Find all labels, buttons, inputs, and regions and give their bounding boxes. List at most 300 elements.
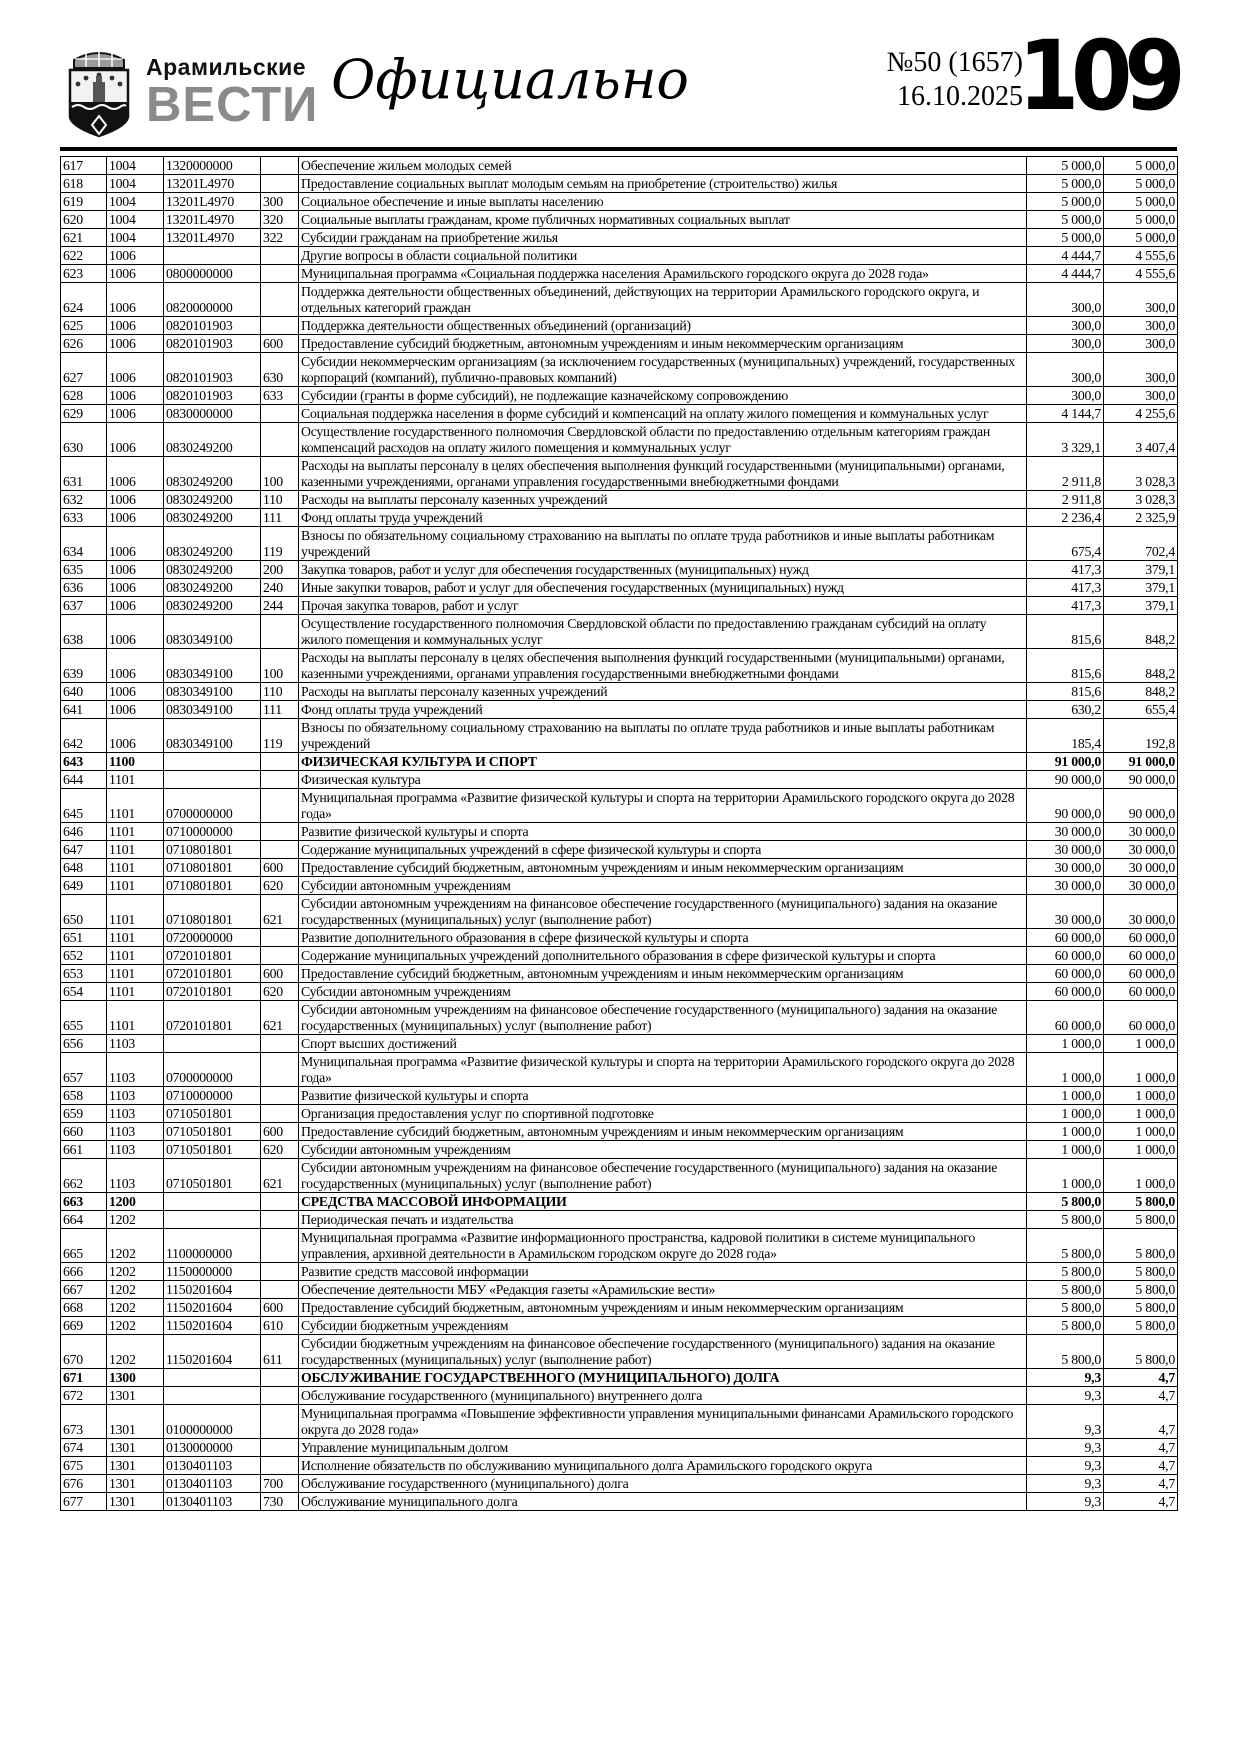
amount-col2-cell: 90 000,0 bbox=[1104, 771, 1178, 789]
amount-col1-cell: 30 000,0 bbox=[1027, 895, 1104, 929]
amount-col1-cell: 60 000,0 bbox=[1027, 965, 1104, 983]
expense-type-cell bbox=[261, 1087, 299, 1105]
table-row bbox=[61, 1087, 1178, 1105]
expense-name-cell: Взносы по обязательному социальному страхованию на выплаты по оплате труда работников и иные выплаты работникам учреждений bbox=[299, 719, 1027, 753]
amount-col2-cell: 702,4 bbox=[1104, 527, 1178, 561]
expense-name-cell: Предоставление субсидий бюджетным, автономным учреждениям и иным некоммерческим организациям bbox=[299, 1299, 1027, 1317]
table-row bbox=[61, 649, 1178, 683]
target-article-cell: 0130000000 bbox=[164, 1439, 261, 1457]
expense-name-cell: Муниципальная программа «Повышение эффективности управления муниципальными финансами Арамильского городского округа до 2028 года» bbox=[299, 1405, 1027, 1439]
table-row bbox=[61, 823, 1178, 841]
expense-name-cell: Содержание муниципальных учреждений дополнительного образования в сфере физической культуры и спорта bbox=[299, 947, 1027, 965]
expense-type-cell: 240 bbox=[261, 579, 299, 597]
target-article-cell: 1150201604 bbox=[164, 1299, 261, 1317]
issue-info bbox=[887, 46, 1023, 113]
table-row bbox=[61, 1387, 1178, 1405]
expense-type-cell bbox=[261, 771, 299, 789]
amount-col1-cell: 9,3 bbox=[1027, 1369, 1104, 1387]
section-code-cell: 1006 bbox=[107, 509, 164, 527]
table-row bbox=[61, 1035, 1178, 1053]
table-row bbox=[61, 211, 1178, 229]
table-row bbox=[61, 229, 1178, 247]
amount-col2-cell: 1 000,0 bbox=[1104, 1053, 1178, 1087]
page-number: 109 bbox=[1017, 20, 1177, 132]
row-number-cell: 647 bbox=[61, 841, 107, 859]
amount-col2-cell: 5 000,0 bbox=[1104, 211, 1178, 229]
section-title: Официально bbox=[331, 48, 689, 111]
table-row bbox=[61, 579, 1178, 597]
expense-type-cell: 621 bbox=[261, 895, 299, 929]
amount-col1-cell: 2 911,8 bbox=[1027, 457, 1104, 491]
target-article-cell: 0710501801 bbox=[164, 1159, 261, 1193]
expense-type-cell bbox=[261, 283, 299, 317]
target-article-cell: 0830249200 bbox=[164, 527, 261, 561]
section-code-cell: 1006 bbox=[107, 579, 164, 597]
table-row bbox=[61, 719, 1178, 753]
amount-col1-cell: 1 000,0 bbox=[1027, 1105, 1104, 1123]
amount-col1-cell: 5 000,0 bbox=[1027, 157, 1104, 175]
expense-name-cell: Субсидии бюджетным учреждениям bbox=[299, 1317, 1027, 1335]
table-row bbox=[61, 1229, 1178, 1263]
target-article-cell: 1150201604 bbox=[164, 1335, 261, 1369]
expense-type-cell: 600 bbox=[261, 859, 299, 877]
target-article-cell: 0710501801 bbox=[164, 1123, 261, 1141]
amount-col2-cell: 5 800,0 bbox=[1104, 1263, 1178, 1281]
amount-col2-cell: 5 800,0 bbox=[1104, 1281, 1178, 1299]
table-row bbox=[61, 859, 1178, 877]
amount-col1-cell: 5 800,0 bbox=[1027, 1335, 1104, 1369]
target-article-cell bbox=[164, 1035, 261, 1053]
target-article-cell: 13201L4970 bbox=[164, 229, 261, 247]
target-article-cell: 13201L4970 bbox=[164, 175, 261, 193]
section-code-cell: 1006 bbox=[107, 701, 164, 719]
amount-col1-cell: 5 000,0 bbox=[1027, 229, 1104, 247]
expense-type-cell bbox=[261, 1263, 299, 1281]
target-article-cell: 0710801801 bbox=[164, 877, 261, 895]
expense-name-cell: Осуществление государственного полномочия Свердловской области по предоставлению гражданам субсидий на оплату жилого помещения и коммунальных услуг bbox=[299, 615, 1027, 649]
expense-type-cell bbox=[261, 947, 299, 965]
expense-name-cell: Поддержка деятельности общественных объединений (организаций) bbox=[299, 317, 1027, 335]
section-code-cell: 1004 bbox=[107, 175, 164, 193]
table-row bbox=[61, 1493, 1178, 1511]
amount-col2-cell: 5 000,0 bbox=[1104, 229, 1178, 247]
amount-col2-cell: 4 555,6 bbox=[1104, 247, 1178, 265]
table-row bbox=[61, 771, 1178, 789]
table-row bbox=[61, 457, 1178, 491]
expense-name-cell: Муниципальная программа «Социальная поддержка населения Арамильского городского округа до 2028 года» bbox=[299, 265, 1027, 283]
expense-type-cell bbox=[261, 1035, 299, 1053]
row-number-cell: 656 bbox=[61, 1035, 107, 1053]
expense-name-cell: Обслуживание муниципального долга bbox=[299, 1493, 1027, 1511]
amount-col1-cell: 815,6 bbox=[1027, 683, 1104, 701]
expense-name-cell: Спорт высших достижений bbox=[299, 1035, 1027, 1053]
row-number-cell: 672 bbox=[61, 1387, 107, 1405]
target-article-cell: 0830249200 bbox=[164, 509, 261, 527]
table-row bbox=[61, 683, 1178, 701]
amount-col1-cell: 417,3 bbox=[1027, 579, 1104, 597]
amount-col1-cell: 9,3 bbox=[1027, 1457, 1104, 1475]
amount-col2-cell: 3 028,3 bbox=[1104, 491, 1178, 509]
table-row bbox=[61, 1193, 1178, 1211]
table-row bbox=[61, 157, 1178, 175]
amount-col2-cell: 848,2 bbox=[1104, 683, 1178, 701]
expense-name-cell: Субсидии автономным учреждениям на финансовое обеспечение государственного (муниципального) задания на оказание государственных (муниципальных) услуг (выполнение работ) bbox=[299, 1159, 1027, 1193]
expense-type-cell bbox=[261, 247, 299, 265]
table-row bbox=[61, 527, 1178, 561]
table-row bbox=[61, 1141, 1178, 1159]
amount-col2-cell: 1 000,0 bbox=[1104, 1035, 1178, 1053]
expense-name-cell: Муниципальная программа «Развитие физической культуры и спорта на территории Арамильского городского округа до 2028 года» bbox=[299, 789, 1027, 823]
expense-type-cell: 621 bbox=[261, 1001, 299, 1035]
amount-col2-cell: 4,7 bbox=[1104, 1405, 1178, 1439]
expense-name-cell: Предоставление социальных выплат молодым семьям на приобретение (строительство) жилья bbox=[299, 175, 1027, 193]
section-code-cell: 1004 bbox=[107, 229, 164, 247]
amount-col1-cell: 5 000,0 bbox=[1027, 211, 1104, 229]
target-article-cell: 0830249200 bbox=[164, 457, 261, 491]
amount-col2-cell: 60 000,0 bbox=[1104, 965, 1178, 983]
target-article-cell: 1320000000 bbox=[164, 157, 261, 175]
target-article-cell: 0830349100 bbox=[164, 719, 261, 753]
amount-col1-cell: 5 800,0 bbox=[1027, 1317, 1104, 1335]
table-row bbox=[61, 1405, 1178, 1439]
amount-col2-cell: 2 325,9 bbox=[1104, 509, 1178, 527]
expense-type-cell bbox=[261, 265, 299, 283]
section-code-cell: 1006 bbox=[107, 423, 164, 457]
expense-name-cell: Физическая культура bbox=[299, 771, 1027, 789]
table-row bbox=[61, 1457, 1178, 1475]
amount-col2-cell: 30 000,0 bbox=[1104, 823, 1178, 841]
expense-name-cell: Фонд оплаты труда учреждений bbox=[299, 701, 1027, 719]
row-number-cell: 645 bbox=[61, 789, 107, 823]
row-number-cell: 621 bbox=[61, 229, 107, 247]
target-article-cell: 0720101801 bbox=[164, 965, 261, 983]
expense-type-cell bbox=[261, 1439, 299, 1457]
amount-col1-cell: 60 000,0 bbox=[1027, 983, 1104, 1001]
expense-type-cell: 100 bbox=[261, 649, 299, 683]
expense-type-cell: 621 bbox=[261, 1159, 299, 1193]
section-code-cell: 1006 bbox=[107, 649, 164, 683]
expense-type-cell bbox=[261, 929, 299, 947]
expense-type-cell bbox=[261, 405, 299, 423]
expense-name-cell: Организация предоставления услуг по спортивной подготовке bbox=[299, 1105, 1027, 1123]
row-number-cell: 675 bbox=[61, 1457, 107, 1475]
expense-name-cell: Расходы на выплаты персоналу казенных учреждений bbox=[299, 491, 1027, 509]
section-code-cell: 1006 bbox=[107, 387, 164, 405]
page-header bbox=[0, 0, 1241, 146]
row-number-cell: 636 bbox=[61, 579, 107, 597]
amount-col2-cell: 30 000,0 bbox=[1104, 859, 1178, 877]
amount-col2-cell: 5 800,0 bbox=[1104, 1335, 1178, 1369]
amount-col2-cell: 4,7 bbox=[1104, 1387, 1178, 1405]
table-row bbox=[61, 753, 1178, 771]
section-code-cell: 1101 bbox=[107, 859, 164, 877]
amount-col1-cell: 1 000,0 bbox=[1027, 1159, 1104, 1193]
section-code-cell: 1006 bbox=[107, 683, 164, 701]
expense-name-cell: Развитие физической культуры и спорта bbox=[299, 823, 1027, 841]
row-number-cell: 667 bbox=[61, 1281, 107, 1299]
table-row bbox=[61, 1369, 1178, 1387]
amount-col1-cell: 185,4 bbox=[1027, 719, 1104, 753]
row-number-cell: 632 bbox=[61, 491, 107, 509]
section-code-cell: 1101 bbox=[107, 771, 164, 789]
section-code-cell: 1103 bbox=[107, 1141, 164, 1159]
amount-col1-cell: 9,3 bbox=[1027, 1493, 1104, 1511]
row-number-cell: 642 bbox=[61, 719, 107, 753]
amount-col1-cell: 1 000,0 bbox=[1027, 1053, 1104, 1087]
amount-col1-cell: 60 000,0 bbox=[1027, 947, 1104, 965]
expense-name-cell: Субсидии (гранты в форме субсидий), не подлежащие казначейскому сопровождению bbox=[299, 387, 1027, 405]
expense-type-cell: 620 bbox=[261, 877, 299, 895]
expense-type-cell: 611 bbox=[261, 1335, 299, 1369]
expense-name-cell: Субсидии автономным учреждениям bbox=[299, 877, 1027, 895]
expense-type-cell: 322 bbox=[261, 229, 299, 247]
brand-name-top: Арамильские bbox=[146, 54, 307, 80]
expense-name-cell: Обслуживание государственного (муниципального) долга bbox=[299, 1475, 1027, 1493]
section-code-cell: 1202 bbox=[107, 1281, 164, 1299]
target-article-cell: 0130401103 bbox=[164, 1475, 261, 1493]
table-row bbox=[61, 423, 1178, 457]
amount-col1-cell: 5 800,0 bbox=[1027, 1229, 1104, 1263]
target-article-cell: 0710000000 bbox=[164, 1087, 261, 1105]
expense-type-cell: 600 bbox=[261, 1299, 299, 1317]
expense-type-cell bbox=[261, 615, 299, 649]
expense-type-cell: 244 bbox=[261, 597, 299, 615]
table-row bbox=[61, 841, 1178, 859]
row-number-cell: 623 bbox=[61, 265, 107, 283]
expense-name-cell: Социальное обеспечение и иные выплаты населению bbox=[299, 193, 1027, 211]
expense-type-cell bbox=[261, 157, 299, 175]
target-article-cell bbox=[164, 1193, 261, 1211]
amount-col1-cell: 30 000,0 bbox=[1027, 823, 1104, 841]
amount-col1-cell: 90 000,0 bbox=[1027, 771, 1104, 789]
expense-name-cell: Предоставление субсидий бюджетным, автономным учреждениям и иным некоммерческим организациям bbox=[299, 1123, 1027, 1141]
target-article-cell: 0710000000 bbox=[164, 823, 261, 841]
row-number-cell: 624 bbox=[61, 283, 107, 317]
target-article-cell: 0130401103 bbox=[164, 1493, 261, 1511]
row-number-cell: 660 bbox=[61, 1123, 107, 1141]
row-number-cell: 639 bbox=[61, 649, 107, 683]
section-code-cell: 1006 bbox=[107, 405, 164, 423]
expense-type-cell: 119 bbox=[261, 719, 299, 753]
expense-name-cell: Субсидии некоммерческим организациям (за исключением государственных (муниципальных) учреждений, государственных корпораций (компаний), публично-правовых компаний) bbox=[299, 353, 1027, 387]
expense-type-cell: 730 bbox=[261, 1493, 299, 1511]
section-code-cell: 1103 bbox=[107, 1123, 164, 1141]
table-row bbox=[61, 877, 1178, 895]
target-article-cell: 1150201604 bbox=[164, 1317, 261, 1335]
expense-name-cell: Расходы на выплаты персоналу в целях обеспечения выполнения функций государственными (муниципальными) органами, казенными учреждениями, органами управления государственными внебюджетными фондами bbox=[299, 457, 1027, 491]
table-row bbox=[61, 1053, 1178, 1087]
expense-name-cell: Закупка товаров, работ и услуг для обеспечения государственных (муниципальных) нужд bbox=[299, 561, 1027, 579]
amount-col2-cell: 1 000,0 bbox=[1104, 1141, 1178, 1159]
expense-name-cell: Взносы по обязательному социальному страхованию на выплаты по оплате труда работников и иные выплаты работникам учреждений bbox=[299, 527, 1027, 561]
section-code-cell: 1006 bbox=[107, 491, 164, 509]
amount-col2-cell: 300,0 bbox=[1104, 335, 1178, 353]
section-code-cell: 1300 bbox=[107, 1369, 164, 1387]
amount-col2-cell: 1 000,0 bbox=[1104, 1105, 1178, 1123]
expense-type-cell bbox=[261, 753, 299, 771]
row-number-cell: 617 bbox=[61, 157, 107, 175]
table-row bbox=[61, 1475, 1178, 1493]
amount-col1-cell: 4 444,7 bbox=[1027, 247, 1104, 265]
amount-col2-cell: 192,8 bbox=[1104, 719, 1178, 753]
target-article-cell bbox=[164, 1369, 261, 1387]
table-row bbox=[61, 405, 1178, 423]
amount-col1-cell: 2 236,4 bbox=[1027, 509, 1104, 527]
table-row bbox=[61, 701, 1178, 719]
amount-col1-cell: 1 000,0 bbox=[1027, 1141, 1104, 1159]
header-divider bbox=[60, 147, 1177, 151]
table-row bbox=[61, 965, 1178, 983]
row-number-cell: 668 bbox=[61, 1299, 107, 1317]
expense-type-cell: 600 bbox=[261, 1123, 299, 1141]
target-article-cell: 0830349100 bbox=[164, 649, 261, 683]
table-row bbox=[61, 1439, 1178, 1457]
section-code-cell: 1006 bbox=[107, 283, 164, 317]
amount-col2-cell: 5 800,0 bbox=[1104, 1211, 1178, 1229]
target-article-cell: 13201L4970 bbox=[164, 193, 261, 211]
target-article-cell: 0820101903 bbox=[164, 353, 261, 387]
target-article-cell: 0710801801 bbox=[164, 841, 261, 859]
amount-col1-cell: 3 329,1 bbox=[1027, 423, 1104, 457]
table-row bbox=[61, 1299, 1178, 1317]
amount-col1-cell: 2 911,8 bbox=[1027, 491, 1104, 509]
row-number-cell: 628 bbox=[61, 387, 107, 405]
row-number-cell: 659 bbox=[61, 1105, 107, 1123]
amount-col1-cell: 300,0 bbox=[1027, 335, 1104, 353]
table-row bbox=[61, 1281, 1178, 1299]
amount-col2-cell: 60 000,0 bbox=[1104, 947, 1178, 965]
table-row bbox=[61, 387, 1178, 405]
section-code-cell: 1006 bbox=[107, 247, 164, 265]
amount-col2-cell: 4,7 bbox=[1104, 1493, 1178, 1511]
row-number-cell: 665 bbox=[61, 1229, 107, 1263]
section-code-cell: 1101 bbox=[107, 841, 164, 859]
amount-col1-cell: 91 000,0 bbox=[1027, 753, 1104, 771]
table-row bbox=[61, 789, 1178, 823]
table-row bbox=[61, 597, 1178, 615]
expense-type-cell: 620 bbox=[261, 983, 299, 1001]
amount-col2-cell: 4,7 bbox=[1104, 1369, 1178, 1387]
amount-col2-cell: 4,7 bbox=[1104, 1439, 1178, 1457]
amount-col1-cell: 675,4 bbox=[1027, 527, 1104, 561]
amount-col1-cell: 9,3 bbox=[1027, 1387, 1104, 1405]
amount-col2-cell: 1 000,0 bbox=[1104, 1123, 1178, 1141]
target-article-cell: 13201L4970 bbox=[164, 211, 261, 229]
amount-col2-cell: 1 000,0 bbox=[1104, 1087, 1178, 1105]
amount-col2-cell: 300,0 bbox=[1104, 283, 1178, 317]
issue-number: №50 (1657) bbox=[886, 47, 1023, 78]
expense-type-cell bbox=[261, 823, 299, 841]
expense-type-cell: 600 bbox=[261, 335, 299, 353]
city-crest-icon bbox=[60, 44, 138, 138]
expense-type-cell bbox=[261, 175, 299, 193]
expense-type-cell: 630 bbox=[261, 353, 299, 387]
table-row bbox=[61, 1335, 1178, 1369]
section-code-cell: 1101 bbox=[107, 1001, 164, 1035]
target-article-cell: 0830349100 bbox=[164, 683, 261, 701]
expense-type-cell bbox=[261, 1369, 299, 1387]
expense-type-cell bbox=[261, 789, 299, 823]
row-number-cell: 666 bbox=[61, 1263, 107, 1281]
table-row bbox=[61, 265, 1178, 283]
table-row bbox=[61, 1001, 1178, 1035]
expense-type-cell bbox=[261, 1405, 299, 1439]
section-code-cell: 1006 bbox=[107, 597, 164, 615]
amount-col1-cell: 5 800,0 bbox=[1027, 1193, 1104, 1211]
expense-type-cell bbox=[261, 1281, 299, 1299]
expense-name-cell: Осуществление государственного полномочия Свердловской области по предоставлению отдельным категориям граждан компенсаций расходов на оплату жилого помещения и коммунальных услуг bbox=[299, 423, 1027, 457]
row-number-cell: 631 bbox=[61, 457, 107, 491]
section-code-cell: 1101 bbox=[107, 823, 164, 841]
section-code-cell: 1101 bbox=[107, 929, 164, 947]
target-article-cell: 0830000000 bbox=[164, 405, 261, 423]
section-code-cell: 1301 bbox=[107, 1457, 164, 1475]
amount-col1-cell: 5 800,0 bbox=[1027, 1281, 1104, 1299]
row-number-cell: 637 bbox=[61, 597, 107, 615]
target-article-cell: 0710801801 bbox=[164, 859, 261, 877]
section-code-cell: 1101 bbox=[107, 877, 164, 895]
row-number-cell: 633 bbox=[61, 509, 107, 527]
row-number-cell: 670 bbox=[61, 1335, 107, 1369]
table-row bbox=[61, 615, 1178, 649]
amount-col1-cell: 5 000,0 bbox=[1027, 193, 1104, 211]
section-code-cell: 1103 bbox=[107, 1105, 164, 1123]
row-number-cell: 671 bbox=[61, 1369, 107, 1387]
section-code-cell: 1103 bbox=[107, 1035, 164, 1053]
expense-type-cell: 111 bbox=[261, 509, 299, 527]
section-code-cell: 1006 bbox=[107, 527, 164, 561]
expense-type-cell bbox=[261, 1105, 299, 1123]
amount-col2-cell: 848,2 bbox=[1104, 615, 1178, 649]
expense-name-cell: Предоставление субсидий бюджетным, автономным учреждениям и иным некоммерческим организациям bbox=[299, 965, 1027, 983]
row-number-cell: 629 bbox=[61, 405, 107, 423]
row-number-cell: 618 bbox=[61, 175, 107, 193]
section-code-cell: 1101 bbox=[107, 947, 164, 965]
row-number-cell: 658 bbox=[61, 1087, 107, 1105]
amount-col1-cell: 815,6 bbox=[1027, 649, 1104, 683]
amount-col1-cell: 90 000,0 bbox=[1027, 789, 1104, 823]
section-code-cell: 1103 bbox=[107, 1087, 164, 1105]
table-row bbox=[61, 335, 1178, 353]
amount-col2-cell: 655,4 bbox=[1104, 701, 1178, 719]
amount-col2-cell: 3 028,3 bbox=[1104, 457, 1178, 491]
amount-col1-cell: 300,0 bbox=[1027, 283, 1104, 317]
expense-name-cell: СРЕДСТВА МАССОВОЙ ИНФОРМАЦИИ bbox=[299, 1193, 1027, 1211]
expense-name-cell: Расходы на выплаты персоналу казенных учреждений bbox=[299, 683, 1027, 701]
target-article-cell: 0700000000 bbox=[164, 789, 261, 823]
amount-col1-cell: 300,0 bbox=[1027, 317, 1104, 335]
amount-col1-cell: 9,3 bbox=[1027, 1439, 1104, 1457]
expense-type-cell: 700 bbox=[261, 1475, 299, 1493]
table-row bbox=[61, 317, 1178, 335]
table-row bbox=[61, 929, 1178, 947]
amount-col2-cell: 5 800,0 bbox=[1104, 1193, 1178, 1211]
section-code-cell: 1006 bbox=[107, 317, 164, 335]
amount-col2-cell: 379,1 bbox=[1104, 579, 1178, 597]
amount-col1-cell: 4 144,7 bbox=[1027, 405, 1104, 423]
amount-col1-cell: 60 000,0 bbox=[1027, 929, 1104, 947]
expense-name-cell: Расходы на выплаты персоналу в целях обеспечения выполнения функций государственными (муниципальными) органами, казенными учреждениями, органами управления государственными внебюджетными фондами bbox=[299, 649, 1027, 683]
target-article-cell: 0800000000 bbox=[164, 265, 261, 283]
section-code-cell: 1202 bbox=[107, 1263, 164, 1281]
section-code-cell: 1202 bbox=[107, 1335, 164, 1369]
target-article-cell: 0720101801 bbox=[164, 1001, 261, 1035]
expense-name-cell: Развитие дополнительного образования в сфере физической культуры и спорта bbox=[299, 929, 1027, 947]
section-code-cell: 1301 bbox=[107, 1405, 164, 1439]
expense-name-cell: Исполнение обязательств по обслуживанию муниципального долга Арамильского городского округа bbox=[299, 1457, 1027, 1475]
expense-name-cell: Развитие физической культуры и спорта bbox=[299, 1087, 1027, 1105]
table-row bbox=[61, 1211, 1178, 1229]
